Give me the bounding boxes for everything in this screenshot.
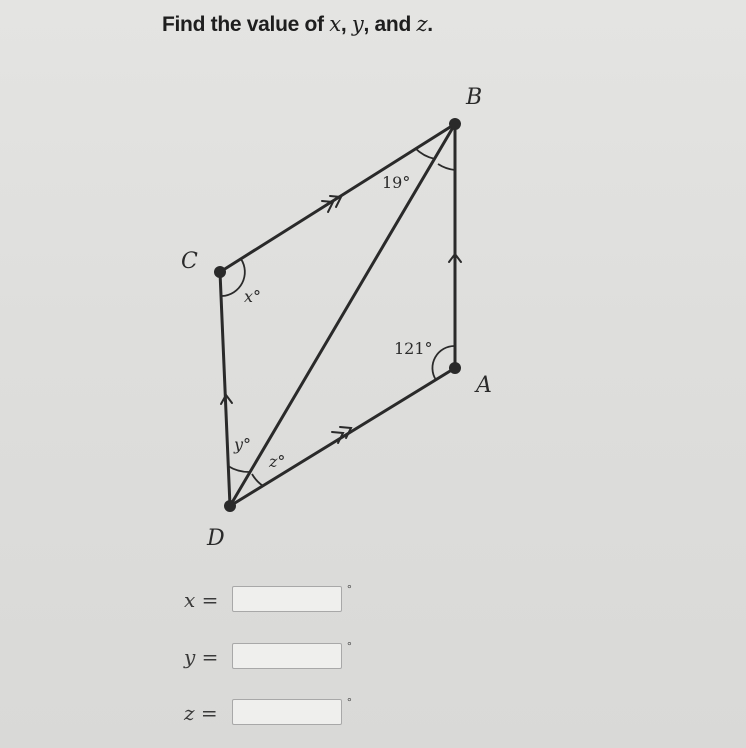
vertex-label-c: C xyxy=(181,249,198,274)
var-z: z xyxy=(416,12,428,36)
angle-label-d-right: z° xyxy=(269,452,286,471)
degree-symbol: ° xyxy=(347,695,352,709)
answer-label-z: z = xyxy=(184,701,218,725)
answer-row-x xyxy=(150,582,470,616)
vertex-label-a: A xyxy=(476,373,492,398)
vertex-label-d: D xyxy=(207,526,225,551)
angle-label-b: 19° xyxy=(382,173,411,192)
angle-arc-b-right xyxy=(438,164,455,170)
vertex-d-dot xyxy=(224,500,236,512)
answer-label-y: y = xyxy=(184,645,219,669)
prompt-period: . xyxy=(427,13,433,36)
prompt-sep: , xyxy=(340,13,352,36)
angle-arc-d-right xyxy=(252,474,263,486)
side-dc xyxy=(220,272,230,506)
angle-label-d-left: y° xyxy=(234,435,252,454)
angle-label-a: 121° xyxy=(394,339,433,358)
vertex-a-dot xyxy=(449,362,461,374)
vertex-c-dot xyxy=(214,266,226,278)
x-answer-input[interactable] xyxy=(232,586,342,612)
answer-label-x: x = xyxy=(184,588,219,612)
prompt-sep: , and xyxy=(363,13,417,36)
angle-arc-d-left xyxy=(228,466,250,472)
side-ad xyxy=(230,368,455,506)
degree-symbol: ° xyxy=(347,639,352,653)
vertex-b-dot xyxy=(449,118,461,130)
diagonal-db xyxy=(230,124,455,506)
prompt-text: Find the value of xyxy=(162,13,330,36)
z-answer-input[interactable] xyxy=(232,699,342,725)
vertex-label-b: B xyxy=(466,85,483,110)
side-cb xyxy=(220,124,455,272)
degree-symbol: ° xyxy=(347,582,352,596)
var-y: y xyxy=(351,12,364,36)
answer-row-y xyxy=(150,639,470,673)
answer-row-z xyxy=(150,695,470,729)
angle-arc-b-left xyxy=(415,148,435,159)
y-answer-input[interactable] xyxy=(232,643,342,669)
var-x: x xyxy=(329,12,341,36)
angle-label-c: x° xyxy=(244,287,262,306)
